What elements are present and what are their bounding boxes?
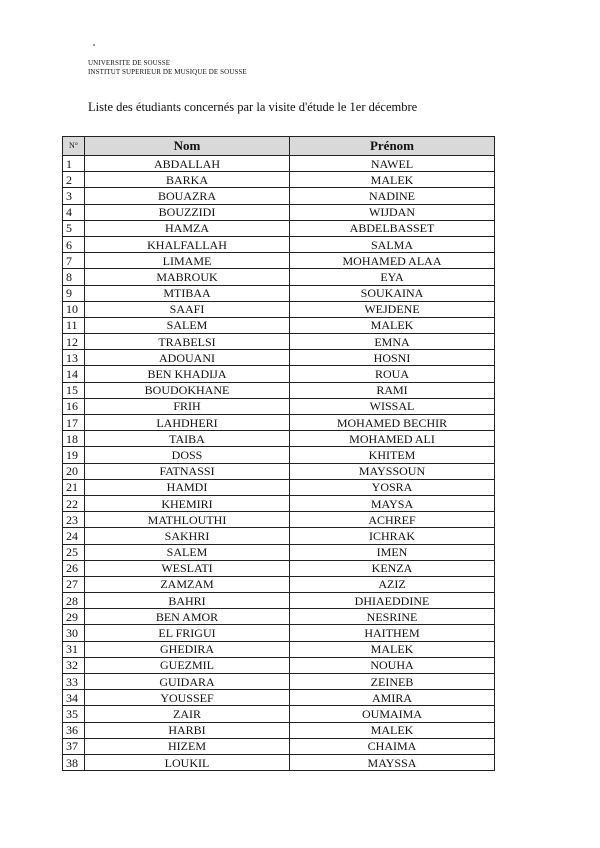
institute-name: INSTITUT SUPERIEUR DE MUSIQUE DE SOUSSE (88, 68, 247, 76)
table-row (63, 188, 495, 204)
student-first-name: OUMAIMA (290, 706, 495, 722)
table-row (63, 285, 495, 301)
student-first-name: KHITEM (290, 447, 495, 463)
row-number: 13 (63, 350, 85, 366)
student-last-name: KHEMIRI (85, 495, 290, 511)
student-first-name: EYA (290, 269, 495, 285)
student-first-name: ABDELBASSET (290, 220, 495, 236)
row-number: 15 (63, 382, 85, 398)
table-row (63, 657, 495, 673)
table-row (63, 690, 495, 706)
student-first-name: WEJDENE (290, 301, 495, 317)
student-first-name: MALEK (290, 722, 495, 738)
student-last-name: BARKA (85, 172, 290, 188)
student-last-name: ADOUANI (85, 350, 290, 366)
table-row (63, 738, 495, 754)
row-number: 14 (63, 366, 85, 382)
table-row (63, 398, 495, 414)
student-last-name: SAAFI (85, 301, 290, 317)
table-row (63, 317, 495, 333)
row-number: 19 (63, 447, 85, 463)
student-last-name: HAMZA (85, 220, 290, 236)
student-first-name: AZIZ (290, 576, 495, 592)
student-first-name: MALEK (290, 641, 495, 657)
row-number: 12 (63, 334, 85, 350)
student-last-name: ABDALLAH (85, 156, 290, 172)
row-number: 29 (63, 609, 85, 625)
row-number: 5 (63, 220, 85, 236)
row-number: 23 (63, 512, 85, 528)
column-header-number: N° (63, 137, 85, 156)
table-row (63, 301, 495, 317)
student-last-name: LIMAME (85, 253, 290, 269)
table-row (63, 674, 495, 690)
table-row (63, 495, 495, 511)
row-number: 26 (63, 560, 85, 576)
table-row (63, 382, 495, 398)
student-first-name: YOSRA (290, 479, 495, 495)
student-last-name: SALEM (85, 317, 290, 333)
student-last-name: FATNASSI (85, 463, 290, 479)
table-row (63, 172, 495, 188)
table-row (63, 463, 495, 479)
row-number: 8 (63, 269, 85, 285)
student-last-name: HAMDI (85, 479, 290, 495)
table-row (63, 269, 495, 285)
student-last-name: BOUZZIDI (85, 204, 290, 220)
student-last-name: YOUSSEF (85, 690, 290, 706)
table-row (63, 528, 495, 544)
student-last-name: BAHRI (85, 593, 290, 609)
student-last-name: GUEZMIL (85, 657, 290, 673)
student-first-name: RAMI (290, 382, 495, 398)
student-first-name: DHIAEDDINE (290, 593, 495, 609)
row-number: 10 (63, 301, 85, 317)
table-row (63, 350, 495, 366)
student-first-name: SALMA (290, 236, 495, 252)
row-number: 30 (63, 625, 85, 641)
student-first-name: MOHAMED ALI (290, 431, 495, 447)
row-number: 31 (63, 641, 85, 657)
row-number: 7 (63, 253, 85, 269)
student-first-name: MALEK (290, 172, 495, 188)
student-first-name: MOHAMED ALAA (290, 253, 495, 269)
student-last-name: BEN AMOR (85, 609, 290, 625)
row-number: 11 (63, 317, 85, 333)
student-last-name: MTIBAA (85, 285, 290, 301)
student-first-name: ZEINEB (290, 674, 495, 690)
row-number: 24 (63, 528, 85, 544)
table-row (63, 593, 495, 609)
student-last-name: BOUDOKHANE (85, 382, 290, 398)
table-row (63, 754, 495, 770)
table-row (63, 236, 495, 252)
row-number: 20 (63, 463, 85, 479)
row-number: 22 (63, 495, 85, 511)
row-number: 28 (63, 593, 85, 609)
student-first-name: ROUA (290, 366, 495, 382)
column-header-nom: Nom (85, 137, 290, 156)
student-first-name: ICHRAK (290, 528, 495, 544)
student-last-name: SALEM (85, 544, 290, 560)
student-first-name: WIJDAN (290, 204, 495, 220)
row-number: 33 (63, 674, 85, 690)
student-last-name: KHALFALLAH (85, 236, 290, 252)
student-last-name: BEN KHADIJA (85, 366, 290, 382)
student-last-name: TAIBA (85, 431, 290, 447)
table-row (63, 253, 495, 269)
student-last-name: GHEDIRA (85, 641, 290, 657)
table-row (63, 366, 495, 382)
student-last-name: FRIH (85, 398, 290, 414)
student-first-name: KENZA (290, 560, 495, 576)
row-number: 18 (63, 431, 85, 447)
row-number: 32 (63, 657, 85, 673)
table-row (63, 156, 495, 172)
student-first-name: NESRINE (290, 609, 495, 625)
student-first-name: WISSAL (290, 398, 495, 414)
row-number: 27 (63, 576, 85, 592)
document-header (88, 59, 247, 77)
table-body (63, 156, 495, 771)
table-row (63, 722, 495, 738)
student-last-name: HARBI (85, 722, 290, 738)
row-number: 17 (63, 415, 85, 431)
student-last-name: BOUAZRA (85, 188, 290, 204)
table-row (63, 609, 495, 625)
table-row (63, 706, 495, 722)
row-number: 1 (63, 156, 85, 172)
student-first-name: NADINE (290, 188, 495, 204)
table-row (63, 641, 495, 657)
table-row (63, 560, 495, 576)
university-name: UNIVERSITE DE SOUSSE (88, 59, 171, 67)
students-table (62, 136, 495, 771)
student-last-name: LOUKIL (85, 754, 290, 770)
student-first-name: NAWEL (290, 156, 495, 172)
student-first-name: IMEN (290, 544, 495, 560)
student-first-name: HOSNI (290, 350, 495, 366)
student-first-name: SOUKAINA (290, 285, 495, 301)
table-row (63, 431, 495, 447)
table-row (63, 576, 495, 592)
row-number: 2 (63, 172, 85, 188)
student-last-name: MABROUK (85, 269, 290, 285)
table-header-row (63, 137, 495, 156)
student-last-name: SAKHRI (85, 528, 290, 544)
table-row (63, 625, 495, 641)
student-first-name: MALEK (290, 317, 495, 333)
student-first-name: MAYSSOUN (290, 463, 495, 479)
row-number: 38 (63, 754, 85, 770)
row-number: 6 (63, 236, 85, 252)
student-last-name: ZAIR (85, 706, 290, 722)
student-last-name: ZAMZAM (85, 576, 290, 592)
row-number: 25 (63, 544, 85, 560)
scan-speck (93, 44, 95, 46)
student-first-name: MAYSA (290, 495, 495, 511)
table-row (63, 544, 495, 560)
table-row (63, 220, 495, 236)
student-first-name: MOHAMED BECHIR (290, 415, 495, 431)
table-row (63, 415, 495, 431)
student-first-name: ACHREF (290, 512, 495, 528)
table-row (63, 334, 495, 350)
student-first-name: HAITHEM (290, 625, 495, 641)
student-last-name: MATHLOUTHI (85, 512, 290, 528)
student-last-name: GUIDARA (85, 674, 290, 690)
student-last-name: DOSS (85, 447, 290, 463)
row-number: 37 (63, 738, 85, 754)
row-number: 34 (63, 690, 85, 706)
student-first-name: AMIRA (290, 690, 495, 706)
row-number: 16 (63, 398, 85, 414)
student-first-name: CHAIMA (290, 738, 495, 754)
student-last-name: TRABELSI (85, 334, 290, 350)
student-first-name: EMNA (290, 334, 495, 350)
table-row (63, 447, 495, 463)
student-last-name: HIZEM (85, 738, 290, 754)
table-row (63, 512, 495, 528)
page-title: Liste des étudiants concernés par la visite d'étude le 1er décembre (88, 100, 418, 114)
student-last-name: LAHDHERI (85, 415, 290, 431)
row-number: 9 (63, 285, 85, 301)
student-first-name: MAYSSA (290, 754, 495, 770)
table-row (63, 479, 495, 495)
student-last-name: WESLATI (85, 560, 290, 576)
row-number: 35 (63, 706, 85, 722)
table-row (63, 204, 495, 220)
row-number: 21 (63, 479, 85, 495)
column-header-prenom: Prénom (290, 137, 495, 156)
row-number: 36 (63, 722, 85, 738)
row-number: 4 (63, 204, 85, 220)
student-first-name: NOUHA (290, 657, 495, 673)
student-last-name: EL FRIGUI (85, 625, 290, 641)
row-number: 3 (63, 188, 85, 204)
